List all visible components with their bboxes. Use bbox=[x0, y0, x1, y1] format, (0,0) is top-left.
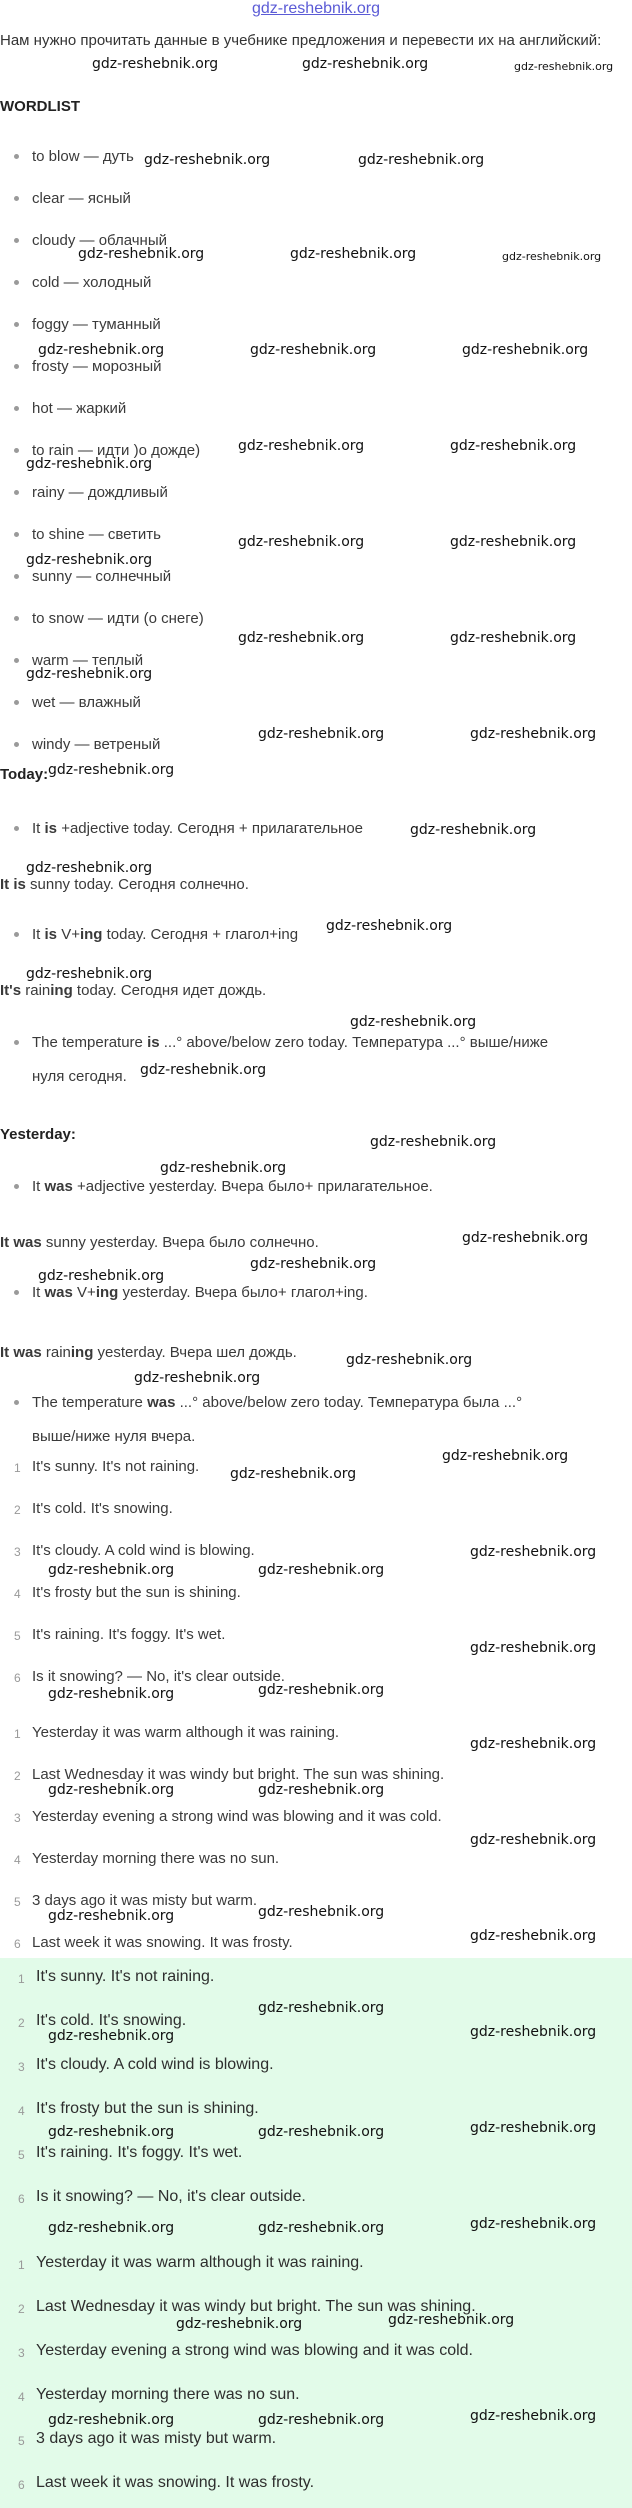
watermark: gdz-reshebnik.org bbox=[160, 1160, 287, 1176]
watermark: gdz-reshebnik.org bbox=[48, 1562, 175, 1578]
list-bullet bbox=[14, 360, 22, 368]
list-item: Is it snowing? — No, it's clear outside. bbox=[32, 1668, 285, 1685]
watermark: gdz-reshebnik.org bbox=[134, 1370, 261, 1386]
watermark: gdz-reshebnik.org bbox=[442, 1448, 569, 1464]
list-item: warm — теплый bbox=[32, 652, 144, 669]
item-number: 6 bbox=[14, 1671, 21, 1685]
list-bullet bbox=[14, 486, 22, 494]
item-number: 6 bbox=[18, 2478, 25, 2492]
watermark: gdz-reshebnik.org bbox=[470, 2024, 597, 2040]
item-number: 3 bbox=[14, 1545, 21, 1559]
watermark: gdz-reshebnik.org bbox=[450, 630, 577, 646]
list-item: It's cloudy. A cold wind is blowing. bbox=[36, 2056, 274, 2073]
list-bullet bbox=[14, 234, 22, 242]
watermark: gdz-reshebnik.org bbox=[38, 1268, 165, 1284]
today-example-sunny: It is sunny today. Сегодня солнечно. bbox=[0, 876, 249, 893]
item-number: 5 bbox=[14, 1629, 21, 1643]
list-item: frosty — морозный bbox=[32, 358, 162, 375]
list-item: clear — ясный bbox=[32, 190, 131, 207]
watermark: gdz-reshebnik.org bbox=[238, 534, 365, 550]
watermark: gdz-reshebnik.org bbox=[78, 246, 205, 262]
watermark: gdz-reshebnik.org bbox=[470, 726, 597, 742]
item-number: 2 bbox=[18, 2302, 25, 2316]
watermark: gdz-reshebnik.org bbox=[140, 1062, 267, 1078]
list-item: foggy — туманный bbox=[32, 316, 161, 333]
watermark: gdz-reshebnik.org bbox=[502, 250, 602, 263]
list-item: Last Wednesday it was windy but bright. The sun was shining. bbox=[32, 1766, 445, 1783]
intro-text: Нам нужно прочитать данные в учебнике предложения и перевести их на английский: bbox=[0, 32, 602, 49]
list-item: Yesterday morning there was no sun. bbox=[36, 2386, 300, 2403]
today-rule-verb-ing: It is V+ing today. Сегодня + глагол+ing bbox=[32, 926, 299, 943]
list-item: Is it snowing? — No, it's clear outside. bbox=[36, 2188, 306, 2205]
list-item: Yesterday morning there was no sun. bbox=[32, 1850, 280, 1867]
watermark: gdz-reshebnik.org bbox=[258, 1682, 385, 1698]
list-item: to snow — идти (о снеге) bbox=[32, 610, 204, 627]
watermark: gdz-reshebnik.org bbox=[346, 1352, 473, 1368]
watermark: gdz-reshebnik.org bbox=[26, 666, 153, 682]
watermark: gdz-reshebnik.org bbox=[250, 342, 377, 358]
list-bullet bbox=[14, 150, 22, 158]
today-title: Today: bbox=[0, 766, 49, 783]
item-number: 2 bbox=[18, 2016, 25, 2030]
item-number: 4 bbox=[18, 2104, 25, 2118]
list-item: to shine — светить bbox=[32, 526, 161, 543]
list-item: It's frosty but the sun is shining. bbox=[36, 2100, 259, 2117]
watermark: gdz-reshebnik.org bbox=[92, 56, 219, 72]
list-item: 3 days ago it was misty but warm. bbox=[36, 2430, 277, 2447]
list-bullet bbox=[14, 318, 22, 326]
list-item: It's sunny. It's not raining. bbox=[32, 1458, 200, 1475]
list-bullet bbox=[14, 612, 22, 620]
watermark: gdz-reshebnik.org bbox=[48, 2412, 175, 2428]
yesterday-title: Yesterday: bbox=[0, 1126, 76, 1143]
list-item: Yesterday it was warm although it was raining. bbox=[36, 2254, 364, 2271]
watermark: gdz-reshebnik.org bbox=[258, 2412, 385, 2428]
yesterday-example-sunny: It was sunny yesterday. Вчера было солнечно. bbox=[0, 1234, 319, 1251]
watermark: gdz-reshebnik.org bbox=[258, 2220, 385, 2236]
wordlist-title: WORDLIST bbox=[0, 98, 80, 115]
list-item: cold — холодный bbox=[32, 274, 152, 291]
list-bullet bbox=[14, 1396, 22, 1404]
watermark: gdz-reshebnik.org bbox=[258, 726, 385, 742]
watermark: gdz-reshebnik.org bbox=[470, 1928, 597, 1944]
watermark: gdz-reshebnik.org bbox=[238, 630, 365, 646]
list-item: It's raining. It's foggy. It's wet. bbox=[36, 2144, 243, 2161]
watermark: gdz-reshebnik.org bbox=[258, 1904, 385, 1920]
top-site-link[interactable]: gdz-reshebnik.org bbox=[251, 0, 381, 17]
item-number: 3 bbox=[14, 1811, 21, 1825]
watermark: gdz-reshebnik.org bbox=[410, 822, 537, 838]
watermark: gdz-reshebnik.org bbox=[258, 1782, 385, 1798]
item-number: 4 bbox=[14, 1587, 21, 1601]
list-bullet bbox=[14, 570, 22, 578]
list-bullet bbox=[14, 822, 22, 830]
item-number: 4 bbox=[14, 1853, 21, 1867]
watermark: gdz-reshebnik.org bbox=[450, 534, 577, 550]
item-number: 2 bbox=[14, 1503, 21, 1517]
yesterday-rule-temperature: The temperature was ...° above/below zero today. Температура была ...° bbox=[32, 1394, 523, 1411]
watermark: gdz-reshebnik.org bbox=[48, 1782, 175, 1798]
today-example-raining: It's raining today. Сегодня идет дождь. bbox=[0, 982, 267, 999]
watermark: gdz-reshebnik.org bbox=[470, 1544, 597, 1560]
list-bullet bbox=[14, 1286, 22, 1294]
watermark: gdz-reshebnik.org bbox=[48, 1908, 175, 1924]
list-bullet bbox=[14, 402, 22, 410]
watermark: gdz-reshebnik.org bbox=[48, 1686, 175, 1702]
list-item: Yesterday evening a strong wind was blowing and it was cold. bbox=[36, 2342, 473, 2359]
item-number: 5 bbox=[14, 1895, 21, 1909]
watermark: gdz-reshebnik.org bbox=[470, 2120, 597, 2136]
watermark: gdz-reshebnik.org bbox=[470, 1832, 597, 1848]
list-item: It's cloudy. A cold wind is blowing. bbox=[32, 1542, 255, 1559]
list-bullet bbox=[14, 1180, 22, 1188]
item-number: 4 bbox=[18, 2390, 25, 2404]
today-rule-adjective: It is +adjective today. Сегодня + прилагательное bbox=[32, 820, 364, 837]
list-item: It's frosty but the sun is shining. bbox=[32, 1584, 241, 1601]
yesterday-rule-verb-ing: It was V+ing yesterday. Вчера было+ глагол+ing. bbox=[32, 1284, 368, 1301]
item-number: 1 bbox=[18, 2258, 25, 2272]
list-bullet bbox=[14, 928, 22, 936]
watermark: gdz-reshebnik.org bbox=[26, 552, 153, 568]
watermark: gdz-reshebnik.org bbox=[462, 342, 589, 358]
watermark: gdz-reshebnik.org bbox=[38, 342, 165, 358]
list-item: It's cold. It's snowing. bbox=[32, 1500, 173, 1517]
watermark: gdz-reshebnik.org bbox=[250, 1256, 377, 1272]
list-item: hot — жаркий bbox=[32, 400, 127, 417]
watermark: gdz-reshebnik.org bbox=[238, 438, 365, 454]
item-number: 6 bbox=[14, 1937, 21, 1951]
list-item: 3 days ago it was misty but warm. bbox=[32, 1892, 258, 1909]
watermark: gdz-reshebnik.org bbox=[462, 1230, 589, 1246]
list-bullet bbox=[14, 444, 22, 452]
list-bullet bbox=[14, 738, 22, 746]
watermark: gdz-reshebnik.org bbox=[176, 2316, 303, 2332]
list-item: It's raining. It's foggy. It's wet. bbox=[32, 1626, 226, 1643]
watermark: gdz-reshebnik.org bbox=[388, 2312, 515, 2328]
watermark: gdz-reshebnik.org bbox=[144, 152, 271, 168]
watermark: gdz-reshebnik.org bbox=[48, 2220, 175, 2236]
watermark: gdz-reshebnik.org bbox=[358, 152, 485, 168]
today-rule-temperature-line2: нуля сегодня. bbox=[32, 1068, 127, 1085]
watermark: gdz-reshebnik.org bbox=[258, 2000, 385, 2016]
watermark: gdz-reshebnik.org bbox=[230, 1466, 357, 1482]
item-number: 1 bbox=[18, 1972, 25, 1986]
item-number: 2 bbox=[14, 1769, 21, 1783]
watermark: gdz-reshebnik.org bbox=[370, 1134, 497, 1150]
watermark: gdz-reshebnik.org bbox=[258, 2124, 385, 2140]
watermark: gdz-reshebnik.org bbox=[450, 438, 577, 454]
list-item: to rain — идти )о дожде) bbox=[32, 442, 201, 459]
watermark: gdz-reshebnik.org bbox=[350, 1014, 477, 1030]
list-item: Last week it was snowing. It was frosty. bbox=[36, 2474, 315, 2491]
watermark: gdz-reshebnik.org bbox=[470, 1640, 597, 1656]
watermark: gdz-reshebnik.org bbox=[470, 2216, 597, 2232]
item-number: 1 bbox=[14, 1461, 21, 1475]
list-item: rainy — дождливый bbox=[32, 484, 168, 501]
list-bullet bbox=[14, 696, 22, 704]
watermark: gdz-reshebnik.org bbox=[326, 918, 453, 934]
list-item: Yesterday it was warm although it was raining. bbox=[32, 1724, 340, 1741]
watermark: gdz-reshebnik.org bbox=[26, 966, 153, 982]
item-number: 6 bbox=[18, 2192, 25, 2206]
list-bullet bbox=[14, 1036, 22, 1044]
item-number: 3 bbox=[18, 2060, 25, 2074]
watermark: gdz-reshebnik.org bbox=[48, 762, 175, 778]
list-item: Last Wednesday it was windy but bright. The sun was shining. bbox=[36, 2298, 476, 2315]
list-item: windy — ветреный bbox=[32, 736, 161, 753]
yesterday-rule-temperature-line2: выше/ниже нуля вчера. bbox=[32, 1428, 196, 1445]
list-bullet bbox=[14, 528, 22, 536]
watermark: gdz-reshebnik.org bbox=[302, 56, 429, 72]
list-item: Last week it was snowing. It was frosty. bbox=[32, 1934, 293, 1951]
list-item: sunny — солнечный bbox=[32, 568, 172, 585]
watermark: gdz-reshebnik.org bbox=[470, 2408, 597, 2424]
list-item: Yesterday evening a strong wind was blowing and it was cold. bbox=[32, 1808, 442, 1825]
yesterday-rule-adjective: It was +adjective yesterday. Вчера было+ прилагательное. bbox=[32, 1178, 433, 1195]
yesterday-example-raining: It was raining yesterday. Вчера шел дождь. bbox=[0, 1344, 297, 1361]
watermark: gdz-reshebnik.org bbox=[290, 246, 417, 262]
today-rule-temperature: The temperature is ...° above/below zero today. Температура ...° выше/ниже bbox=[32, 1034, 549, 1051]
item-number: 3 bbox=[18, 2346, 25, 2360]
list-item: cloudy — облачный bbox=[32, 232, 167, 249]
watermark: gdz-reshebnik.org bbox=[258, 1562, 385, 1578]
list-bullet bbox=[14, 276, 22, 284]
list-item: It's cold. It's snowing. bbox=[36, 2012, 187, 2029]
item-number: 1 bbox=[14, 1727, 21, 1741]
watermark: gdz-reshebnik.org bbox=[470, 1736, 597, 1752]
list-item: It's sunny. It's not raining. bbox=[36, 1968, 215, 1985]
item-number: 5 bbox=[18, 2148, 25, 2162]
list-bullet bbox=[14, 654, 22, 662]
list-bullet bbox=[14, 192, 22, 200]
watermark: gdz-reshebnik.org bbox=[514, 60, 614, 73]
watermark: gdz-reshebnik.org bbox=[26, 456, 153, 472]
watermark: gdz-reshebnik.org bbox=[48, 2028, 175, 2044]
watermark: gdz-reshebnik.org bbox=[26, 860, 153, 876]
list-item: wet — влажный bbox=[32, 694, 141, 711]
watermark: gdz-reshebnik.org bbox=[48, 2124, 175, 2140]
list-item: to blow — дуть bbox=[32, 148, 134, 165]
item-number: 5 bbox=[18, 2434, 25, 2448]
